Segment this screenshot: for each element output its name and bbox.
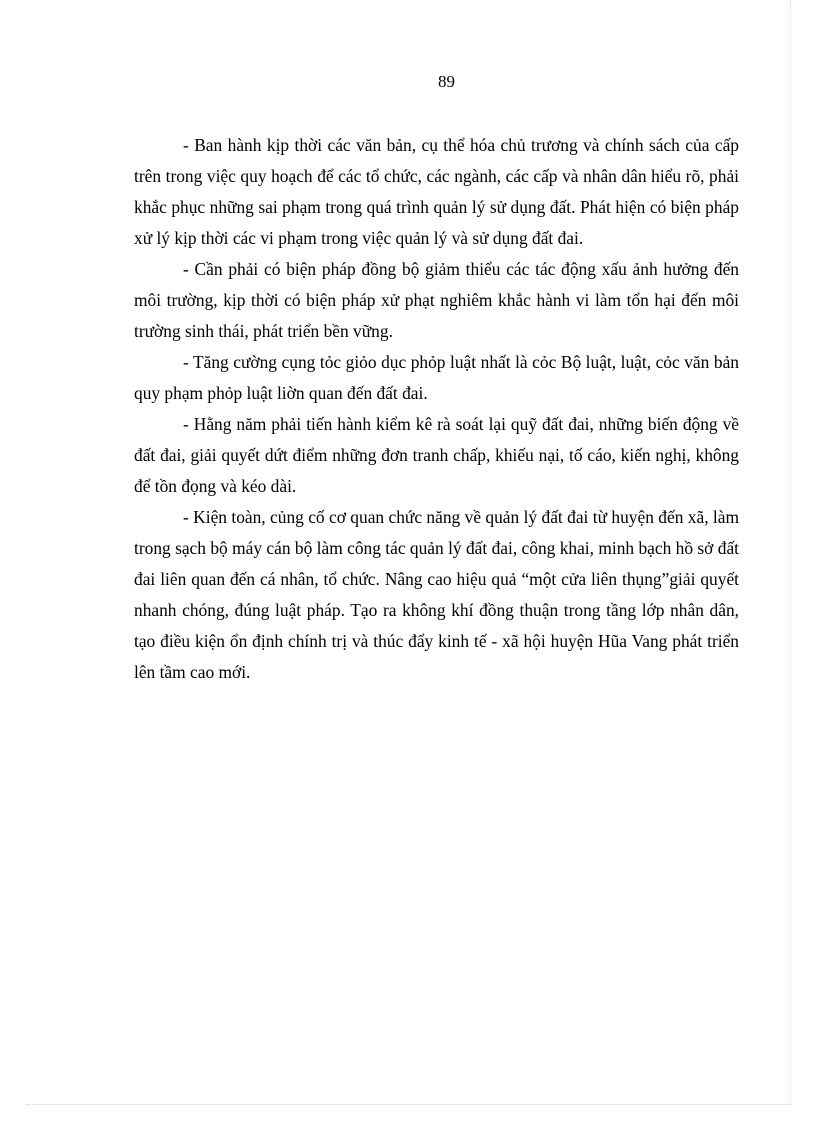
paragraph-3: - Tăng cường cụng tỏc giỏo dục phỏp luật nhất là cỏc Bộ luật, luật, cỏc văn bản quy phạm phỏp luật liờn quan đến đất đai. bbox=[134, 352, 739, 403]
page-bottom-border bbox=[26, 1104, 791, 1105]
paragraph-5: - Kiện toàn, củng cố cơ quan chức năng về quản lý đất đai từ huyện đến xã, làm trong sạch bộ máy cán bộ làm công tác quản lý đất đai, công khai, minh bạch hồ sở đất đai liên quan đến cá nhân, tổ chức. Nâng cao hiệu quả “một cửa liên thụng”giải quyết nhanh chóng, đúng luật pháp. Tạo ra không khí đồng thuận trong tầng lớp nhân dân, tạo điều kiện ổn định chính trị và thúc đẩy kinh tế - xã hội huyện Hũa Vang phát triển lên tầm cao mới. bbox=[134, 507, 739, 682]
body-text bbox=[134, 130, 739, 688]
page-number: 89 bbox=[438, 72, 455, 91]
paragraph-4: - Hằng năm phải tiến hành kiểm kê rà soát lại quỹ đất đai, những biến động về đất đai, giải quyết dứt điểm những đơn tranh chấp, khiếu nại, tố cáo, kiến nghị, không để tồn đọng và kéo dài. bbox=[134, 414, 739, 496]
paragraph-1: - Ban hành kịp thời các văn bản, cụ thể hóa chủ trương và chính sách của cấp trên trong việc quy hoạch để các tổ chức, các ngành, các cấp và nhân dân hiểu rõ, phải khắc phục những sai phạm trong quá trình quản lý sử dụng đất. Phát hiện có biện pháp xử lý kịp thời các vi phạm trong việc quản lý và sử dụng đất đai. bbox=[134, 135, 739, 248]
paragraph-2: - Cần phải có biện pháp đồng bộ giảm thiểu các tác động xấu ảnh hưởng đến môi trường, kịp thời có biện pháp xử phạt nghiêm khắc hành vi làm tổn hại đến môi trường sinh thái, phát triển bền vững. bbox=[134, 259, 739, 341]
page-right-border bbox=[790, 0, 791, 1104]
